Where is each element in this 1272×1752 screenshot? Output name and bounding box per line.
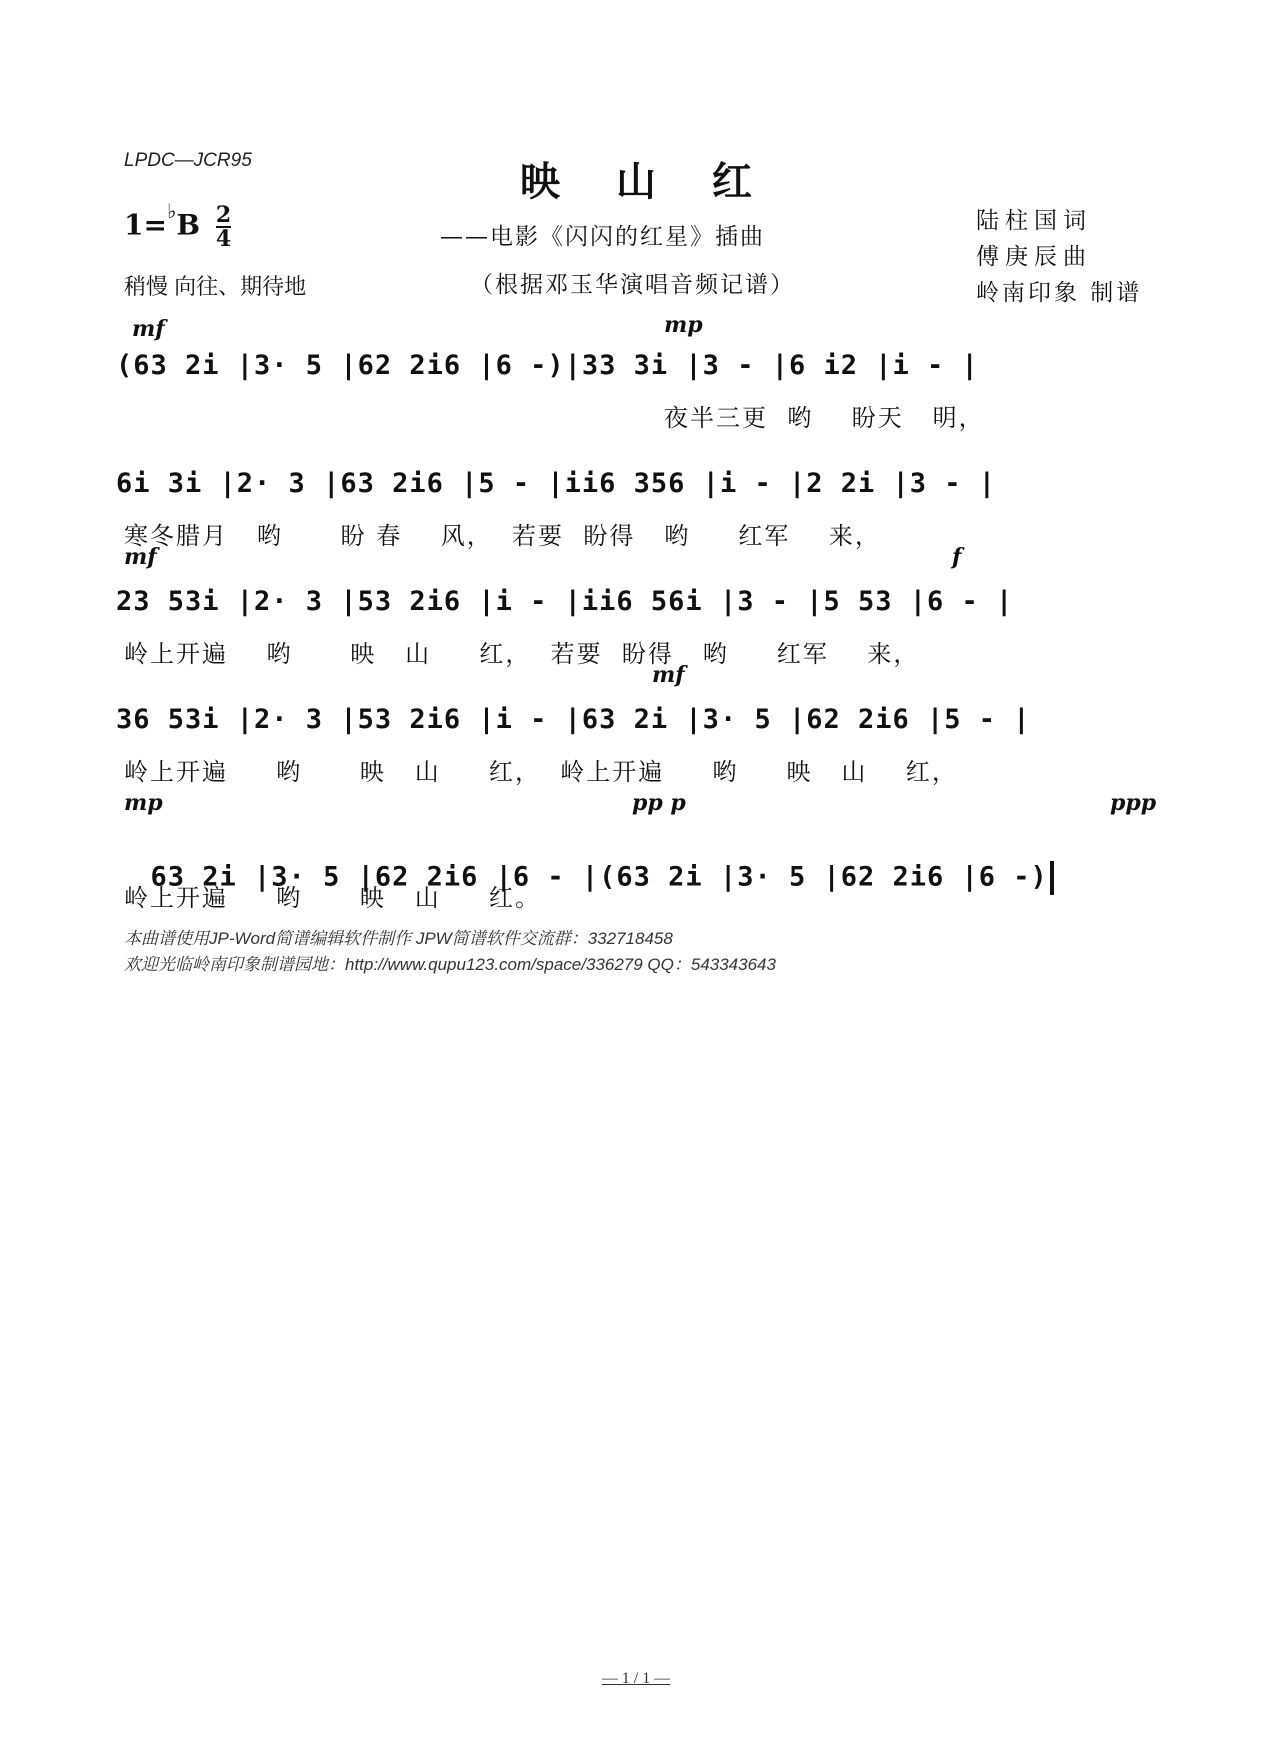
lyrics-line-3: 岭上开遍 哟 映 山 红， 若要 盼得 哟 红军 来，: [124, 640, 920, 668]
lyrics-line-1: 夜半三更 哟 盼天 明，: [664, 404, 985, 432]
score-line-5-notes: 63 2i |3· 5 |62 2i6 |6 - |(63 2i |3· 5 |62 2i6 |6 -): [150, 861, 1048, 893]
dynamic-mark: pp p: [632, 790, 686, 816]
footer-line-2: 欢迎光临岭南印象制谱园地：http://www.qupu123.com/space/336279 QQ：543343643: [124, 955, 776, 974]
source-note: （根据邓玉华演唱音频记谱）: [470, 272, 795, 298]
page-number: — 1 / 1 —: [601, 1670, 671, 1687]
dynamic-mark: mf: [124, 544, 157, 570]
score-line-1: (63 2i |3· 5 |62 2i6 |6 -)|33 3i |3 - |6 i2 |i - |: [116, 350, 979, 381]
time-signature-bottom: 4: [215, 226, 232, 252]
composer-credit: 傅庚辰曲: [976, 244, 1092, 270]
dynamic-mark: mf: [652, 662, 685, 688]
key-label: 1=: [124, 208, 167, 242]
subtitle: ——电影《闪闪的红星》插曲: [440, 224, 765, 250]
tempo-marking: 稍慢 向往、期待地: [124, 274, 307, 299]
dynamic-mark: f: [952, 544, 962, 570]
dynamic-mark: mf: [132, 316, 165, 342]
lyrics-line-2: 寒冬腊月 哟 盼 春 风， 若要 盼得 哟 红军 来，: [124, 522, 881, 550]
key-note: B: [176, 208, 201, 242]
score-line-4: 36 53i |2· 3 |53 2i6 |i - |63 2i |3· 5 |62 2i6 |5 - |: [116, 704, 1031, 735]
dynamic-mark: mp: [124, 790, 163, 816]
score-code: LPDC—JCR95: [124, 150, 252, 171]
score-line-3: 23 53i |2· 3 |53 2i6 |i - |ii6 56i |3 - |5 53 |6 - |: [116, 586, 1014, 617]
arranger-credit: 岭南印象 制谱: [976, 280, 1143, 306]
time-signature-top: 2: [215, 202, 232, 228]
lyrics-line-5: 岭上开遍 哟 映 山 红。: [124, 884, 541, 912]
lyricist-credit: 陆柱国词: [976, 208, 1092, 234]
score-line-2: 6i 3i |2· 3 |63 2i6 |5 - |ii6 356 |i - |2 2i |3 - |: [116, 468, 997, 499]
dynamic-mark: ppp: [1110, 790, 1157, 816]
flat-sign: ♭: [166, 199, 177, 224]
song-title: 映山红: [520, 158, 808, 205]
dynamic-mark: mp: [664, 312, 703, 338]
footer-line-1: 本曲谱使用JP-Word简谱编辑软件制作 JPW简谱软件交流群：332718458: [124, 929, 673, 948]
time-signature: [216, 204, 231, 250]
lyrics-line-4: 岭上开遍 哟 映 山 红， 岭上开遍 哟 映 山 红，: [124, 758, 958, 786]
key-signature: [124, 199, 232, 252]
